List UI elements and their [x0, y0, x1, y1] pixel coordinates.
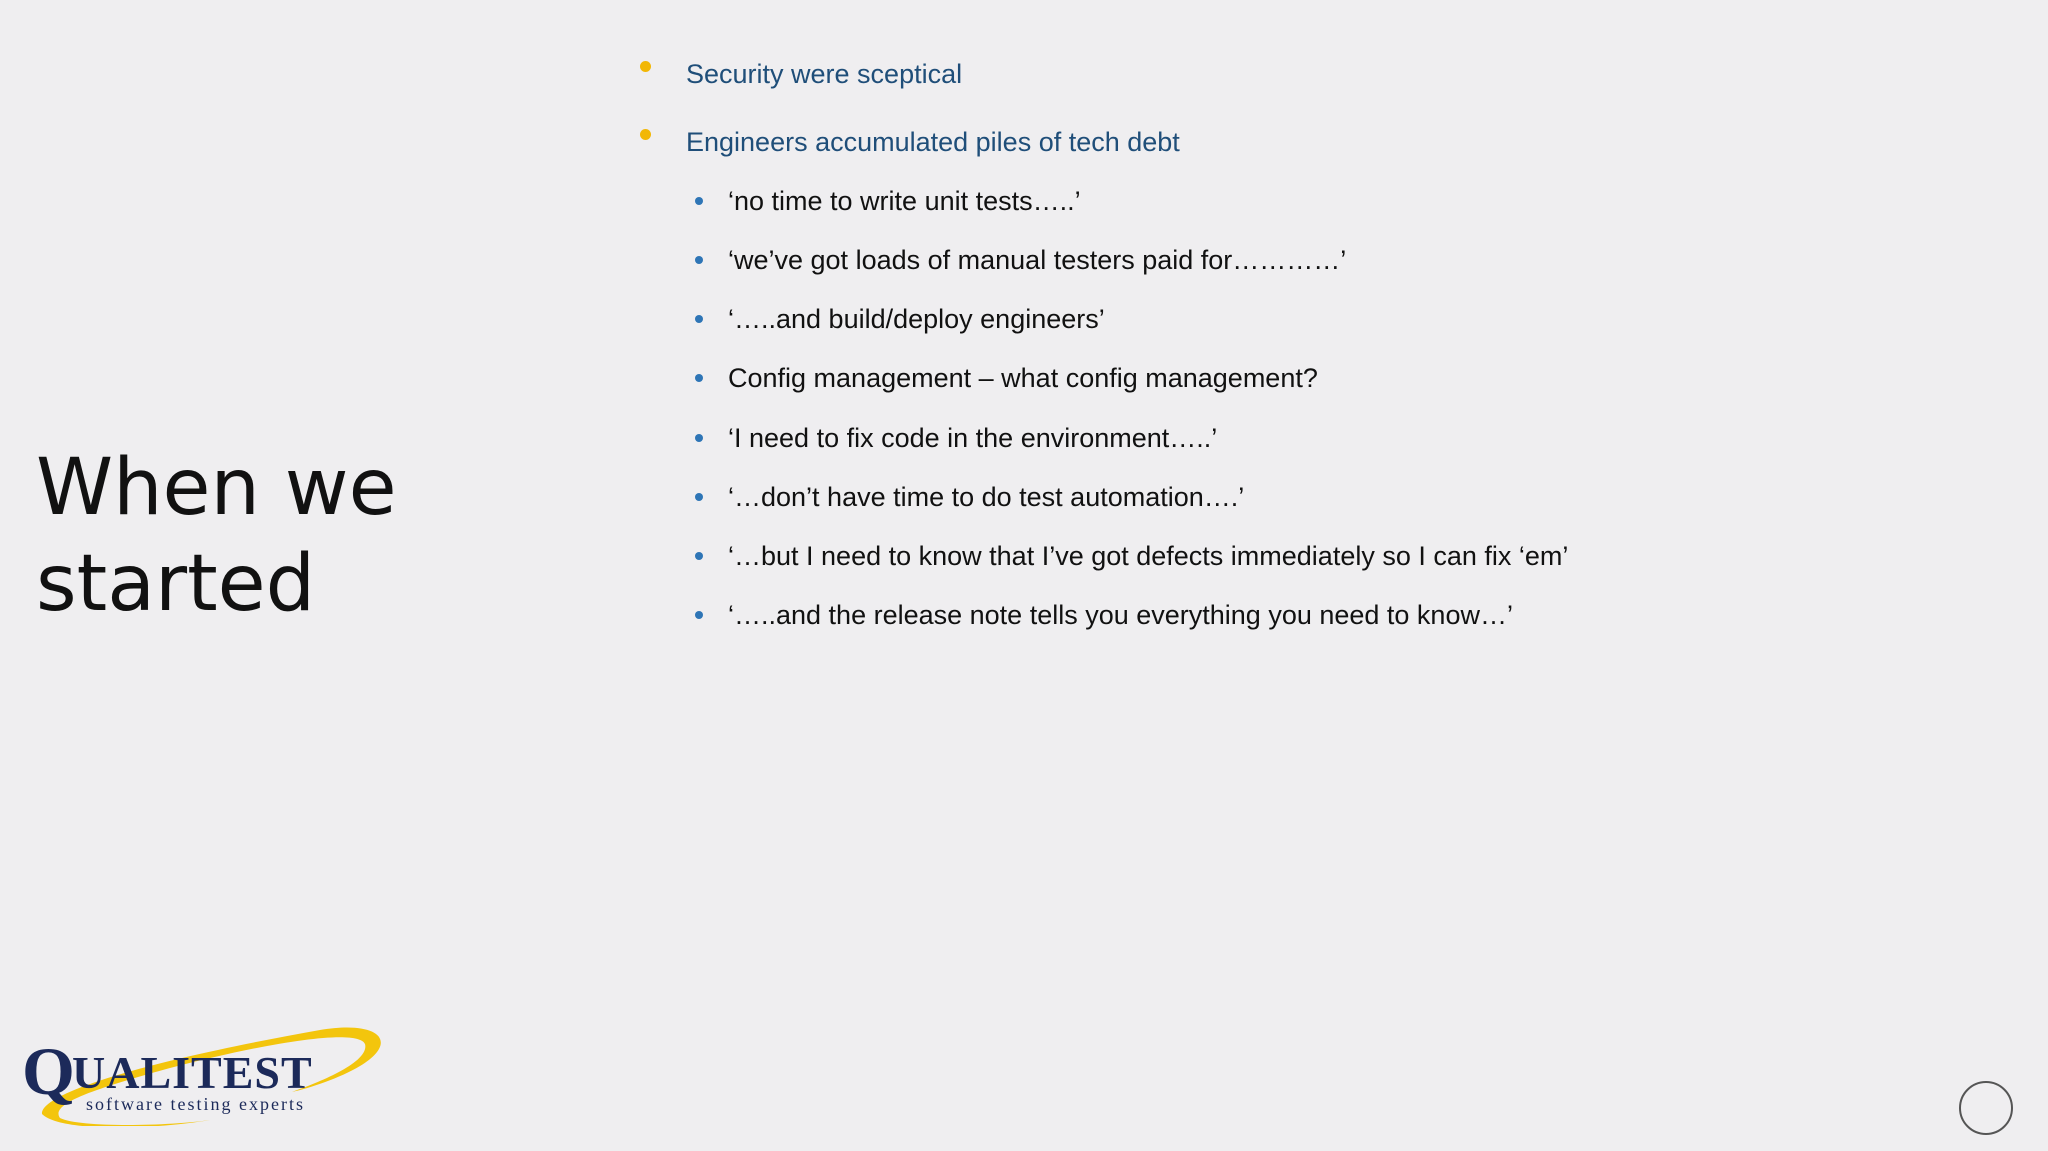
bullet-text: Engineers accumulated piles of tech debt	[686, 127, 1180, 157]
bullet-dot-icon	[695, 315, 703, 323]
bullet-text: ‘…..and build/deploy engineers’	[728, 304, 1105, 334]
sub-bullet-item	[728, 301, 1105, 337]
qualitest-logo	[20, 1022, 386, 1126]
slide-title: When we started	[36, 443, 397, 629]
bullet-dot-icon	[695, 197, 703, 205]
bullet-text: ‘…but I need to know that I’ve got defects immediately so I can fix ‘em’	[728, 541, 1569, 571]
qualitest-logo-graphic	[20, 1022, 386, 1126]
bullet-text: ‘no time to write unit tests…..’	[728, 186, 1081, 216]
bullet-dot-icon	[695, 434, 703, 442]
bullet-dot-icon	[695, 552, 703, 560]
sub-bullet-item	[728, 183, 1081, 219]
logo-tagline: software testing experts	[86, 1094, 305, 1114]
bullet-item	[686, 56, 962, 92]
bullet-dot-icon	[695, 256, 703, 264]
bullet-text: Config management – what config management?	[728, 363, 1318, 393]
logo-brand-q: Q	[22, 1033, 75, 1109]
bullet-dot-icon	[640, 61, 651, 72]
slide-nav-circle-icon[interactable]	[1959, 1081, 2013, 1135]
bullet-item	[686, 124, 1180, 160]
sub-bullet-item	[728, 242, 1346, 278]
bullet-text: ‘…don’t have time to do test automation….’	[728, 482, 1245, 512]
bullet-dot-icon	[695, 374, 703, 382]
sub-bullet-item	[728, 360, 1318, 396]
sub-bullet-item	[728, 479, 1244, 515]
sub-bullet-item	[728, 420, 1217, 456]
logo-brand-rest: UALITEST	[72, 1047, 313, 1098]
bullet-text: ‘we’ve got loads of manual testers paid for…………’	[728, 245, 1347, 275]
sub-bullet-item	[728, 538, 1568, 574]
bullet-text: ‘I need to fix code in the environment…..’	[728, 423, 1218, 453]
bullet-dot-icon	[640, 129, 651, 140]
sub-bullet-item	[728, 597, 1513, 633]
bullet-text: Security were sceptical	[686, 59, 963, 89]
bullet-dot-icon	[695, 493, 703, 501]
bullet-dot-icon	[695, 611, 703, 619]
bullet-text: ‘…..and the release note tells you everything you need to know…’	[728, 600, 1513, 630]
